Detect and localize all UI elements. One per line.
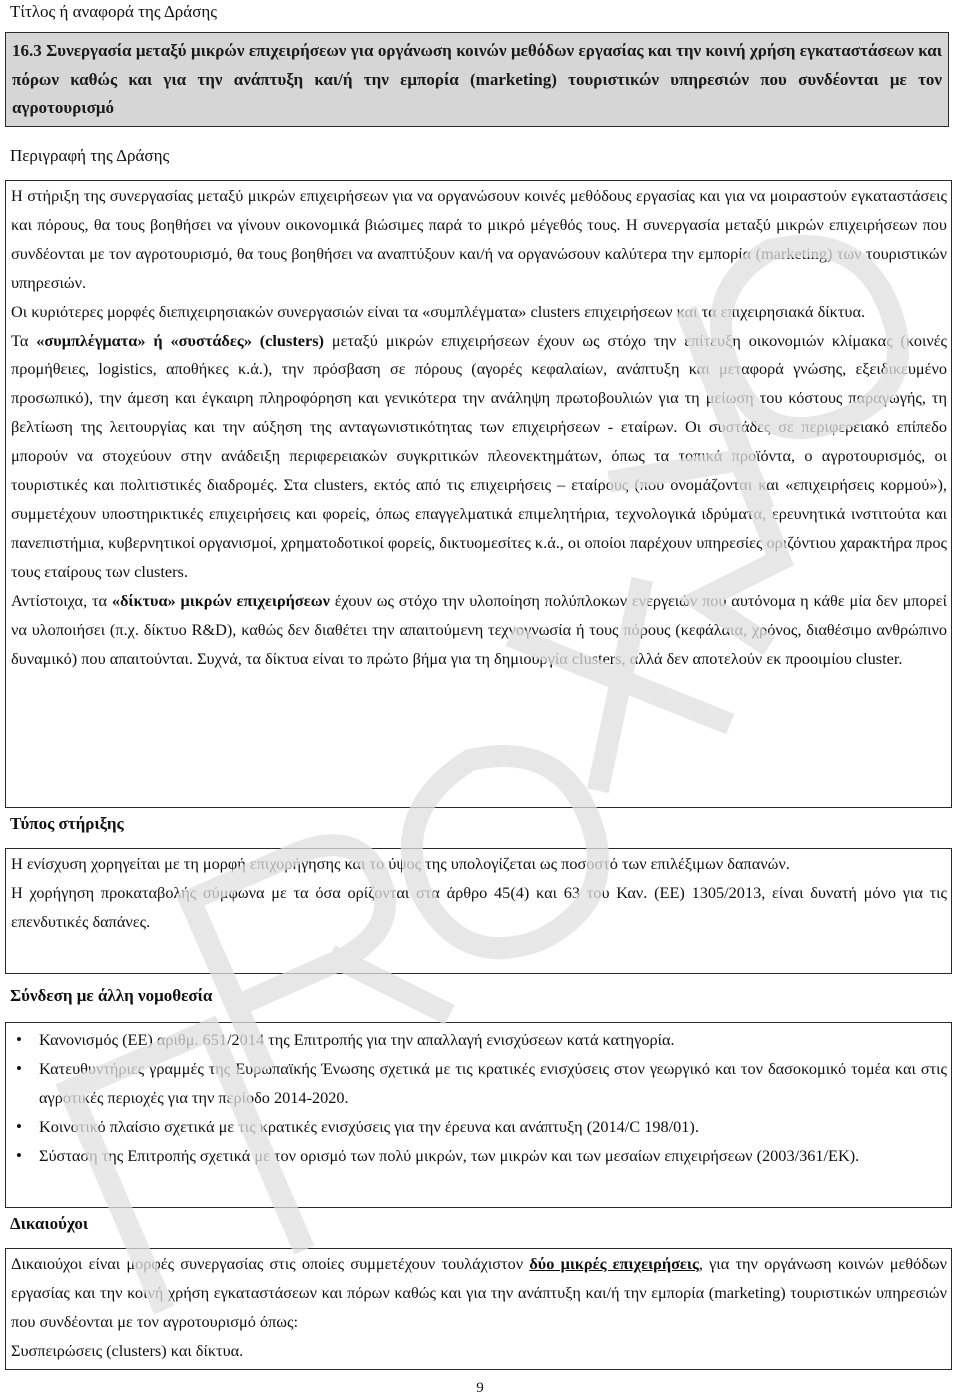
networks-intro: Αντίστοιχα, τα [11, 590, 112, 610]
legislation-box [5, 1022, 952, 1208]
description-box [5, 180, 952, 808]
action-title: 16.3 Συνεργασία μεταξύ μικρών επιχειρήσεων για οργάνωση κοινών μεθόδων εργασίας και την κοινή χρήση εγκαταστάσεων και πόρων καθώς και για την ανάπτυξη και/ή την εμπορία (marketing) τουριστικών υπηρεσιών που συνδέονται με τον αγροτουρισμό [12, 41, 942, 118]
beneficiaries-emphasis: δύο μικρές επιχειρήσεις [529, 1254, 699, 1273]
legislation-item: • Κανονισμός (ΕΕ) αριθμ. 651/2014 της Επιτροπής για την απαλλαγή ενισχύσεων κατά κατηγορία. [11, 1026, 947, 1055]
support-type-paragraph-2: Η χορήγηση προκαταβολής σύμφωνα με τα όσα ορίζονται στα άρθρο 45(4) και 63 του Καν. (ΕΕ) 1305/2013, είναι δυνατή μόνο για τις επενδυτικές δαπάνες. [11, 882, 947, 931]
support-type-heading: Τύπος στήριξης [10, 814, 124, 833]
page-number: 9 [476, 1380, 484, 1396]
networks-text: έχουν ως στόχο την υλοποίηση πολύπλοκων ενεργειών που αυτόνομα η κάθε μία δεν μπορεί να υλοποιήσει (π.χ. δίκτυο R&D), καθώς δεν διαθέτει την απαιτούμενη τεχνογνωσία ή τους πόρους (κεφάλαια, χρόνος, διαθέσιμο ανθρώπινο δυναμικό) που απαιτούνται. Συχνά, τα δίκτυα είναι το πρώτο βήμα για τη δημιουργία clusters, αλλά δεν αποτελούν εκ προοιμίου cluster. [11, 590, 948, 668]
support-type-box [5, 848, 952, 974]
beneficiaries-paragraph-1 [11, 1250, 947, 1337]
description-paragraph-1: Η στήριξη της συνεργασίας μεταξύ μικρών επιχειρήσεων για να οργανώσουν κοινές μεθόδους εργασίας και για να μοιραστούν εγκαταστάσεις και πόρους, θα τους βοηθήσει να γίνουν οικονομικά βιώσιμες παρά το μικρό μέγεθός τους. Η συνεργασία μεταξύ μικρών επιχειρήσεων που συνδέονται με τον αγροτουρισμό, θα τους βοηθήσει να αναπτύξουν και/ή να οργανώσουν καλύτερα την εμπορία (marketing) των τουριστικών υπηρεσιών. [11, 186, 947, 292]
legislation-item: • Κατευθυντήριες γραμμές της Ευρωπαϊκής Ένωσης σχετικά με τις κρατικές ενισχύσεις στον γεωργικό και τον δασοκομικό τομέα και στις αγροτικές περιοχές για την περίοδο 2014-2020. [11, 1055, 947, 1113]
header-title: Τίτλος ή αναφορά της Δράσης [10, 2, 217, 21]
support-type-paragraph-1: Η ενίσχυση χορηγείται με τη μορφή επιχορήγησης και το ύψος της υπολογίζεται ως ποσοστό των επιλέξιμων δαπανών. [11, 854, 790, 873]
beneficiaries-heading: Δικαιούχοι [10, 1214, 89, 1233]
beneficiaries-paragraph-2: Συσπειρώσεις (clusters) και δίκτυα. [11, 1340, 244, 1360]
clusters-text: μεταξύ μικρών επιχειρήσεων έχουν ως στόχο την επίτευξη οικονομιών κλίμακας (κοινές προμήθειες, logistics, αποθήκες κ.ά.), την πρόσβαση σε πόρους (αγορές κεφαλαίων, ανάπτυξη και μεταφορά γνώσης, εξειδικευμένο προσωπικό), την άμεση και έγκαιρη πληροφόρηση και γενικότερα την ανάληψη πρωτοβουλιών για τη μείωση του κόστους παραγωγής, τη βελτίωση της λειτουργίας και την αύξηση της ανταγωνιστικότητας των επιχειρήσεων - εταίρων. Οι συστάδες σε περιφερειακό επίπεδο μπορούν να στοχεύουν στην ανάδειξη περιφερειακών συγκριτικών πλεονεκτημάτων, όπως τα τοπικά προϊόντα, ο αγροτουρισμός, οι τουριστικές και πολιτιστικές διαδρομές. Στα clusters, εκτός από τις επιχειρήσεις – εταίρους (που ονομάζονται και «επιχειρήσεις κορμού»), συμμετέχουν υποστηρικτικές επιχειρήσεις και φορείς, όπως επαγγελματικά επιμελητήρια, τεχνολογικά ιδρύματα, ερευνητικά ινστιτούτα και πανεπιστήμια, κυβερνητικοί οργανισμοί, χρηματοδοτικοί φορείς, δικτυομεσίτες κ.ά., οι οποίοι παρέχουν υπηρεσίες οριζόντιου χαρακτήρα προς τους εταίρους των clusters. [11, 330, 947, 581]
description-paragraph-3 [11, 327, 947, 587]
legislation-item: • Σύσταση της Επιτροπής σχετικά με τον ορισμό των πολύ μικρών, των μικρών και των μεσαίων επιχειρήσεων (2003/361/ΕΚ). [11, 1142, 947, 1171]
legislation-item: • Κοινοτικό πλαίσιο σχετικά με τις κρατικές ενισχύσεις για την έρευνα και ανάπτυξη (2014/C 198/01). [11, 1113, 947, 1142]
description-paragraph-4 [11, 587, 947, 674]
clusters-term: «συμπλέγματα» ή «συστάδες» (clusters) [36, 330, 324, 350]
beneficiaries-text: , για την οργάνωση κοινών μεθόδων εργασίας και την κοινή χρήση εγκαταστάσεων και πόρων καθώς και για την ανάπτυξη και/ή την εμπορία (marketing) τουριστικών υπηρεσιών που συνδέονται με τον αγροτουρισμό όπως: [11, 1254, 947, 1331]
legislation-heading: Σύνδεση με άλλη νομοθεσία [10, 986, 213, 1005]
legislation-list [11, 1026, 947, 1171]
clusters-intro: Τα [11, 330, 37, 350]
description-paragraph-2: Οι κυριότερες μορφές διεπιχειρησιακών συνεργασιών είναι τα «συμπλέγματα» clusters επιχειρήσεων και τα επιχειρησιακά δίκτυα. [11, 301, 866, 321]
description-heading: Περιγραφή της Δράσης [10, 146, 170, 165]
beneficiaries-intro: Δικαιούχοι είναι μορφές συνεργασίας στις οποίες συμμετέχουν τουλάχιστον [11, 1254, 530, 1273]
action-title-box [5, 32, 949, 127]
beneficiaries-box [5, 1248, 952, 1370]
networks-term: «δίκτυα» μικρών επιχειρήσεων [111, 590, 330, 610]
